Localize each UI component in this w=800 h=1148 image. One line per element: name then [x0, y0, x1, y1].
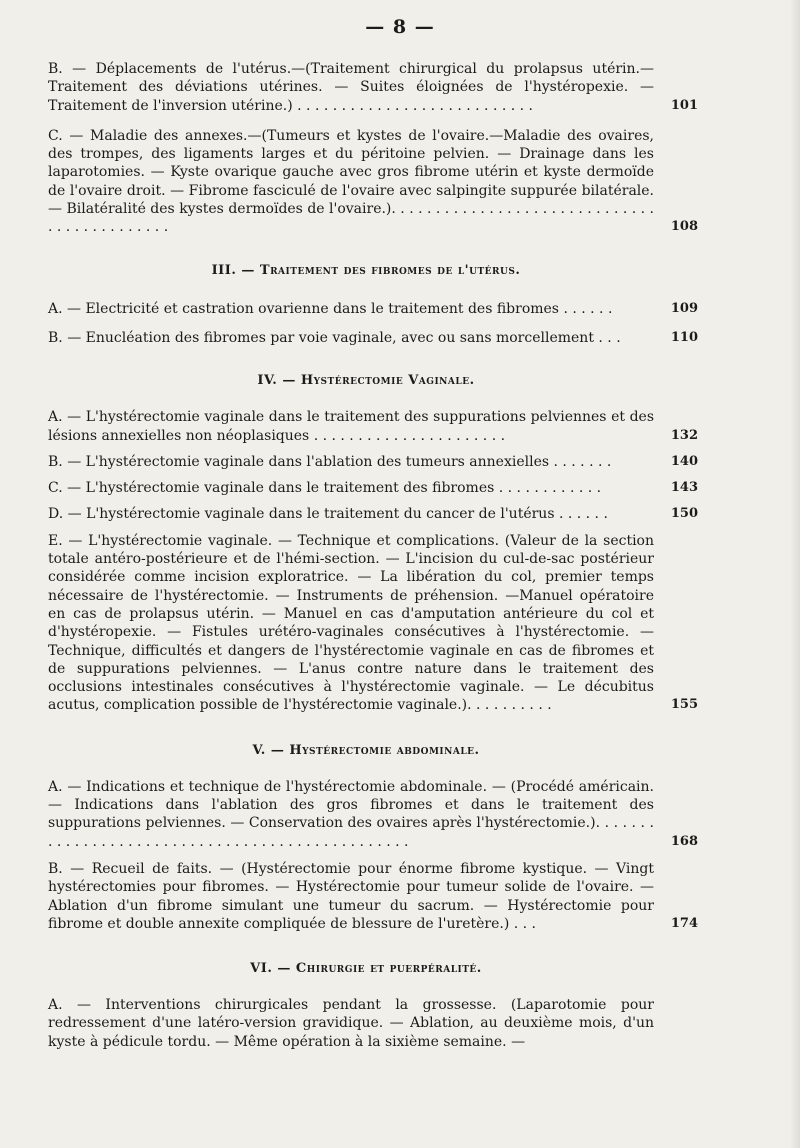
toc-entry-text: B. — Recueil de faits. — (Hystérectomie pour énorme fibrome kystique. — Vingt hystérectomies pour fibromes. — Hystérectomie pour tumeur solide de l'ovaire. — Ablation d'un fibrome simulant une tumeur du sacrum. — Hystérectomie pour fibrome et double annexite compliquée de blessure de l'uretère.) . . .: [48, 860, 654, 932]
toc-entry-text: B. — Déplacements de l'utérus.—(Traitement chirurgical du prolapsus utérin.— Traitement des déviations utérines. — Suites éloignées de l'hystéropexie. — Traitement de l'inversion utérine.) . . . . . . . . . . . . . . . . . . . . . . . . . . .: [48, 61, 654, 114]
section-heading: III. — Traitement des fibromes de l'utérus.: [211, 262, 521, 278]
toc-page-number: 168: [670, 833, 698, 849]
toc-entry: [48, 996, 684, 1051]
toc-entry: [48, 778, 698, 851]
toc-page-number: 140: [670, 453, 698, 469]
toc-entry: [48, 860, 698, 933]
toc-entry-text: A. — Indications et technique de l'hystérectomie abdominale. — (Procédé américain. — Indications dans l'ablation des gros fibromes et dans le traitement des suppurations pelviennes. — Conservation des ovaires après l'hystérectomie.). . . . . . . . . . . . . . . . . . . . . . . . . . . . . . . . . . . . . . . . . . . . . . . .: [48, 778, 654, 850]
toc-entry-text: C. — L'hystérectomie vaginale dans le traitement des fibromes . . . . . . . . . . . .: [48, 480, 602, 497]
table-of-contents: [48, 60, 698, 1051]
toc-entry: [48, 329, 698, 347]
toc-page-number: 108: [670, 219, 698, 235]
toc-entry-text: C. — Maladie des annexes.—(Tumeurs et kystes de l'ovaire.—Maladie des ovaires, des trompes, des ligaments larges et du péritoine pelvien. — Drainage dans les laparotomies. — Kyste ovarique gauche avec gros fibrome utérin et kyste dermoïde de l'ovaire droit. — Fibrome fasciculé de l'ovaire avec salpingite suppurée bilatérale. — Bilatéralité des kystes dermoïdes de l'ovaire.). . . . . . . . . . . . . . . . . . . . . . . . . . . . . . . . . . . . . . . . . . . .: [48, 127, 654, 236]
toc-page-number: 143: [670, 480, 698, 496]
toc-entry: [48, 127, 698, 237]
toc-page-number: 155: [670, 697, 698, 713]
toc-entry: [48, 300, 698, 318]
toc-page-number: 110: [670, 329, 698, 345]
toc-entry-text: D. — L'hystérectomie vaginale dans le traitement du cancer de l'utérus . . . . . .: [48, 506, 608, 523]
toc-entry-text: A. — Interventions chirurgicales pendant la grossesse. (Laparotomie pour redressement d'une latéro-version gravidique. — Ablation, au deuxième mois, d'un kyste à pédicule tordu. — Même opération à la sixième semaine. —: [48, 997, 654, 1050]
section-heading: IV. — Hystérectomie Vaginale.: [257, 373, 475, 389]
toc-page-number: 150: [670, 506, 698, 522]
section-heading: V. — Hystérectomie abdominale.: [252, 742, 480, 758]
toc-entry: [48, 505, 698, 523]
section-heading: VI. — Chirurgie et puerpéralité.: [250, 961, 482, 977]
toc-entry-text: B. — Enucléation des fibromes par voie vaginale, avec ou sans morcellement . . .: [48, 329, 621, 346]
page-edge-shadow: [790, 0, 800, 1148]
toc-entry-text: E. — L'hystérectomie vaginale. — Technique et complications. (Valeur de la section totale antéro-postérieure et de l'hémi-section. — L'incision du cul-de-sac postérieur considérée comme incision exploratrice. — La libération du col, premier temps nécessaire de l'hystérectomie. — Instruments de préhension. —Manuel opératoire en cas de prolapsus utérin. — Manuel en cas d'amputation antérieure du col et d'hystéropexie. — Fistules urétéro-vaginales consécutives à l'hystérectomie. — Technique, difficultés et dangers de l'hystérectomie vaginale en cas de fibromes et de suppurations pelviennes. — L'anus contre nature dans le traitement des occlusions intestinales consécutives à l'hystérectomie vaginale. — Le décubitus acutus, complication possible de l'hystérectomie vaginale.). . . . . . . . . .: [48, 532, 654, 714]
toc-entry: [48, 453, 698, 471]
toc-page-number: 132: [670, 427, 698, 443]
toc-entry-text: B. — L'hystérectomie vaginale dans l'ablation des tumeurs annexielles . . . . . . .: [48, 453, 612, 470]
toc-entry: [48, 408, 698, 445]
toc-entry-text: A. — L'hystérectomie vaginale dans le traitement des suppurations pelviennes et des lésions annexielles non néoplasiques . . . . . . . . . . . . . . . . . . . . . .: [48, 409, 654, 444]
toc-entry: [48, 60, 698, 115]
toc-entry: [48, 532, 698, 715]
toc-entry: [48, 479, 698, 497]
toc-page-number: 174: [670, 915, 698, 931]
toc-entry-text: A. — Electricité et castration ovarienne dans le traitement des fibromes . . . . . .: [48, 300, 613, 317]
toc-page-number: 101: [670, 97, 698, 113]
page-number: — 8 —: [365, 16, 435, 38]
toc-page-number: 109: [670, 300, 698, 316]
